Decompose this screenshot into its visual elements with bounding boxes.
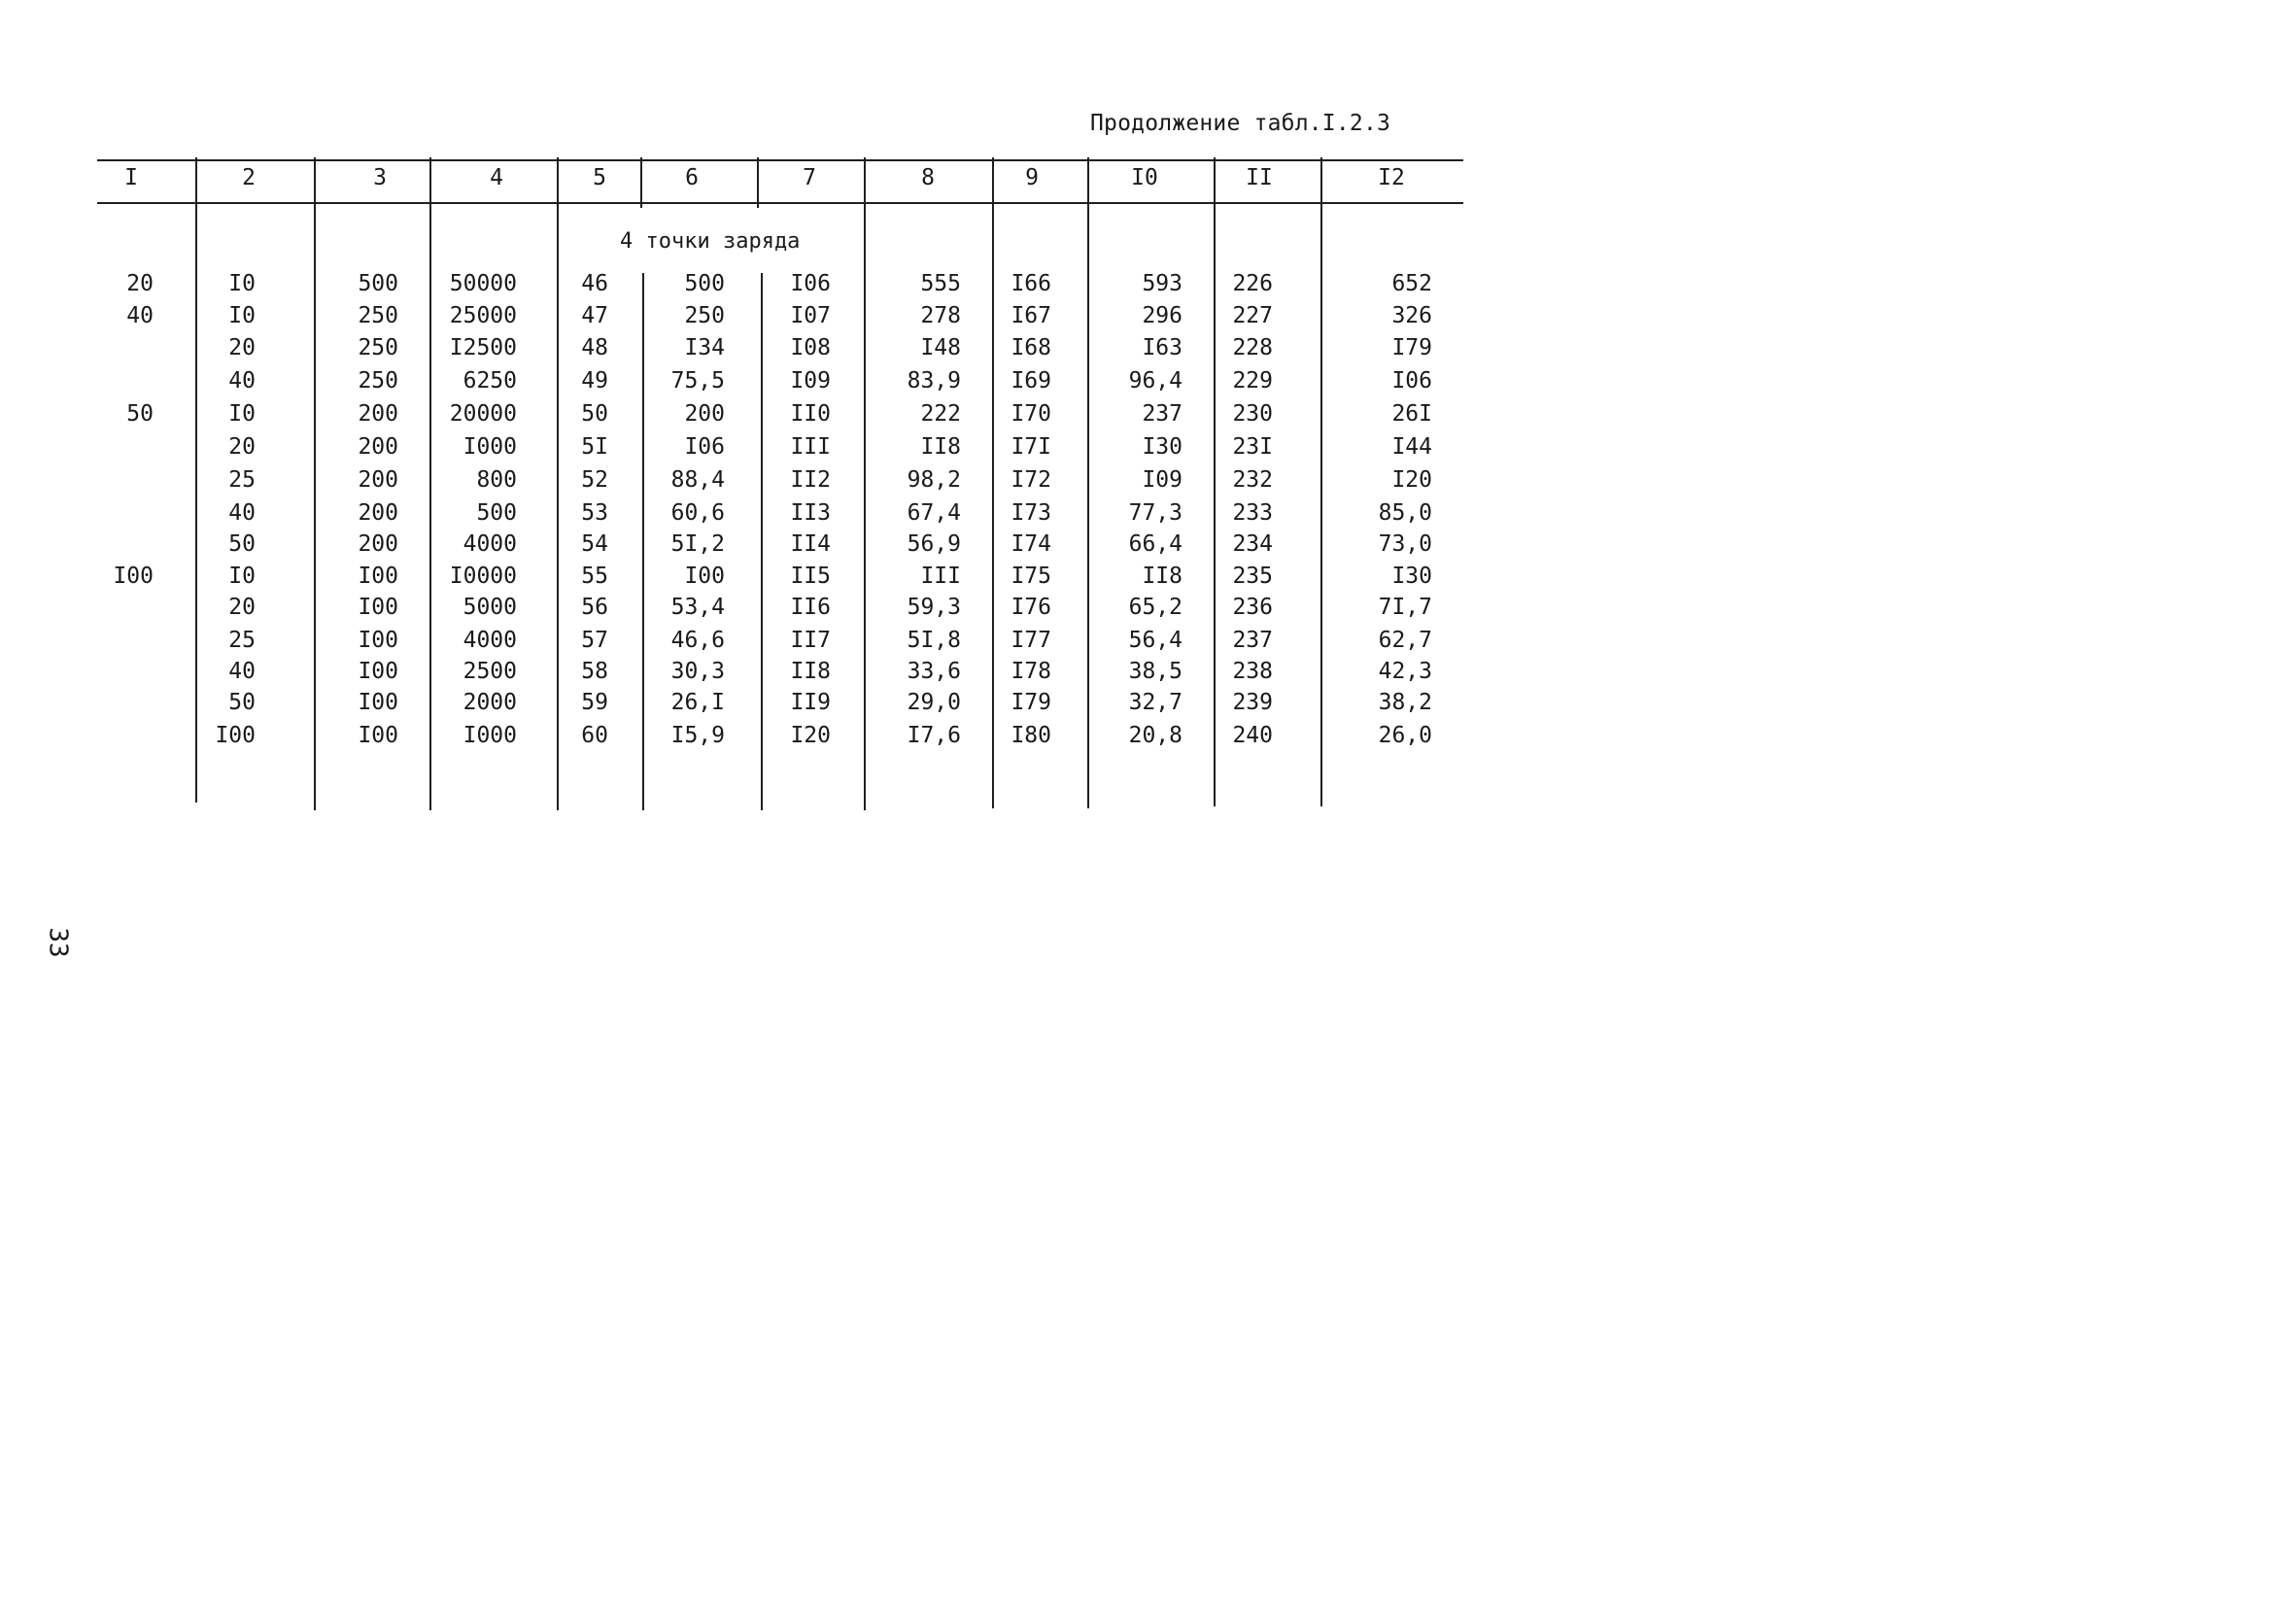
table-cell: I73 [1011,500,1051,526]
table-cell: II8 [1142,564,1182,589]
table-cell: 52 [581,467,608,493]
table-cell: I44 [1391,434,1432,460]
table-cell: 296 [1142,303,1182,328]
table-cell: 26I [1391,401,1432,427]
table-cell: I07 [790,303,831,328]
column-header: 8 [921,165,935,190]
column-header: 6 [685,165,699,190]
table-cell: 40 [228,500,256,526]
table-cell: 56,9 [907,531,961,557]
table-cell: 42,3 [1378,659,1432,684]
table-cell: I34 [684,335,725,360]
table-cell: I77 [1011,628,1051,653]
table-column-divider [992,157,994,808]
table-column-divider [864,157,866,810]
table-cell: I68 [1011,335,1051,360]
table-cell: 40 [228,368,256,393]
table-cell: 250 [358,335,398,360]
table-cell: 237 [1142,401,1182,427]
table-cell: 88,4 [670,467,725,493]
table-cell: 236 [1232,595,1273,620]
table-cell: 57 [581,628,608,653]
table-cell: 66,4 [1128,531,1182,557]
table-cell: 6250 [463,368,517,393]
table-cell: I78 [1011,659,1051,684]
table-cell: I00 [358,659,398,684]
table-cell: 53 [581,500,608,526]
table-cell: 5I,8 [907,628,961,653]
table-cell: 73,0 [1378,531,1432,557]
table-cell: II9 [790,690,831,715]
table-cell: I75 [1011,564,1051,589]
table-cell: 47 [581,303,608,328]
table-column-divider [557,157,559,810]
table-cell: I00 [684,564,725,589]
table-cell: 46 [581,271,608,296]
table-cell: 83,9 [907,368,961,393]
table-cell: 40 [228,659,256,684]
table-cell: I69 [1011,368,1051,393]
table-column-divider [642,273,644,810]
table-cell: 59 [581,690,608,715]
table-cell: 652 [1391,271,1432,296]
table-cell: I2500 [449,335,517,360]
table-cell: 229 [1232,368,1273,393]
table-cell: 326 [1391,303,1432,328]
table-column-divider [640,157,642,208]
table-cell: 20 [228,434,256,460]
table-cell: 238 [1232,659,1273,684]
table-cell: 50000 [449,271,517,296]
table-cell: I08 [790,335,831,360]
table-cell: 60 [581,723,608,748]
column-header: 3 [373,165,387,190]
table-cell: 20 [126,271,154,296]
table-column-divider [1214,157,1216,806]
table-cell: 278 [920,303,961,328]
table-cell: 222 [920,401,961,427]
column-header: II [1246,165,1273,190]
table-cell: 85,0 [1378,500,1432,526]
table-cell: 67,4 [907,500,961,526]
table-cell: 240 [1232,723,1273,748]
table-cell: 59,3 [907,595,961,620]
table-caption: Продолжение табл.I.2.3 [1090,111,1391,136]
table-cell: 54 [581,531,608,557]
table-cell: I000 [463,723,517,748]
table-column-divider [757,157,759,208]
table-cell: 200 [358,401,398,427]
table-cell: 232 [1232,467,1273,493]
table-cell: 25 [228,467,256,493]
column-header: I0 [1131,165,1158,190]
table-cell: 4000 [463,628,517,653]
table-cell: 2000 [463,690,517,715]
table-cell: I63 [1142,335,1182,360]
table-cell: I00 [358,628,398,653]
table-column-divider [314,157,316,810]
table-cell: 250 [358,368,398,393]
table-cell: 200 [358,500,398,526]
table-cell: III [920,564,961,589]
table-cell: I7,6 [907,723,961,748]
table-cell: I00 [113,564,154,589]
table-cell: 25 [228,628,256,653]
table-cell: 23I [1232,434,1273,460]
column-header: I2 [1378,165,1405,190]
table-cell: I30 [1142,434,1182,460]
table-cell: I66 [1011,271,1051,296]
table-cell: 200 [358,467,398,493]
table-cell: 29,0 [907,690,961,715]
table-cell: II5 [790,564,831,589]
table-cell: I000 [463,434,517,460]
table-cell: 500 [358,271,398,296]
table-cell: I0 [228,401,256,427]
table-cell: 5000 [463,595,517,620]
table-cell: 555 [920,271,961,296]
table-cell: III [790,434,831,460]
table-cell: 96,4 [1128,368,1182,393]
table-cell: 25000 [449,303,517,328]
table-cell: 38,2 [1378,690,1432,715]
table-cell: II2 [790,467,831,493]
table-cell: 250 [358,303,398,328]
table-column-divider [429,157,431,810]
table-cell: 48 [581,335,608,360]
page-number: 33 [43,927,73,958]
table-cell: I72 [1011,467,1051,493]
table-cell: I7I [1011,434,1051,460]
section-title: 4 точки заряда [620,229,801,254]
table-cell: I70 [1011,401,1051,427]
table-cell: 7I,7 [1378,595,1432,620]
column-header: 2 [242,165,256,190]
table-cell: I00 [358,564,398,589]
table-top-rule [97,159,1463,161]
table-column-divider [1087,157,1089,808]
table-cell: I00 [358,723,398,748]
table-cell: I30 [1391,564,1432,589]
table-cell: 50 [228,531,256,557]
table-cell: 239 [1232,690,1273,715]
table-cell: 56 [581,595,608,620]
table-cell: I20 [1391,467,1432,493]
column-header: 4 [490,165,503,190]
table-cell: 5I,2 [670,531,725,557]
table-cell: 230 [1232,401,1273,427]
table-cell: 38,5 [1128,659,1182,684]
table-cell: I09 [1142,467,1182,493]
column-header: I [124,165,138,190]
table-cell: 20 [228,595,256,620]
table-cell: 593 [1142,271,1182,296]
table-cell: 56,4 [1128,628,1182,653]
table-cell: I5,9 [670,723,725,748]
table-cell: 20 [228,335,256,360]
table-cell: 250 [684,303,725,328]
table-cell: 30,3 [670,659,725,684]
table-cell: 50 [228,690,256,715]
table-cell: II8 [920,434,961,460]
table-cell: II3 [790,500,831,526]
table-cell: 2500 [463,659,517,684]
table-cell: I00 [358,690,398,715]
column-header: 7 [803,165,816,190]
table-cell: 62,7 [1378,628,1432,653]
table-cell: 20000 [449,401,517,427]
table-cell: 200 [684,401,725,427]
table-cell: 228 [1232,335,1273,360]
column-header: 9 [1025,165,1039,190]
table-cell: 233 [1232,500,1273,526]
table-cell: I0000 [449,564,517,589]
table-cell: 60,6 [670,500,725,526]
table-cell: I48 [920,335,961,360]
table-cell: I00 [358,595,398,620]
table-cell: 33,6 [907,659,961,684]
table-cell: 5I [581,434,608,460]
table-cell: 58 [581,659,608,684]
table-cell: I06 [1391,368,1432,393]
table-cell: 800 [476,467,517,493]
table-cell: 500 [684,271,725,296]
column-header: 5 [593,165,606,190]
table-cell: 55 [581,564,608,589]
table-cell: 26,0 [1378,723,1432,748]
table-cell: 237 [1232,628,1273,653]
table-column-divider [1320,157,1322,806]
table-cell: 50 [581,401,608,427]
table-cell: 200 [358,531,398,557]
table-cell: 49 [581,368,608,393]
table-cell: 4000 [463,531,517,557]
table-cell: II6 [790,595,831,620]
table-cell: II0 [790,401,831,427]
table-cell: 500 [476,500,517,526]
table-cell: 227 [1232,303,1273,328]
table-cell: I0 [228,564,256,589]
table-cell: I0 [228,303,256,328]
table-cell: 234 [1232,531,1273,557]
table-cell: I74 [1011,531,1051,557]
table-cell: I67 [1011,303,1051,328]
table-header-rule [97,202,1463,204]
table-cell: II8 [790,659,831,684]
table-column-divider [195,157,197,803]
table-cell: 53,4 [670,595,725,620]
table-cell: I0 [228,271,256,296]
table-cell: 98,2 [907,467,961,493]
table-cell: 46,6 [670,628,725,653]
table-cell: I79 [1011,690,1051,715]
table-cell: I00 [215,723,256,748]
table-column-divider [761,273,763,810]
table-cell: 20,8 [1128,723,1182,748]
table-cell: 26,I [670,690,725,715]
table-cell: 226 [1232,271,1273,296]
table-cell: 200 [358,434,398,460]
table-cell: I06 [790,271,831,296]
table-cell: I06 [684,434,725,460]
table-cell: 235 [1232,564,1273,589]
table-cell: I20 [790,723,831,748]
table-cell: II4 [790,531,831,557]
table-cell: I76 [1011,595,1051,620]
table-cell: 65,2 [1128,595,1182,620]
table-cell: 75,5 [670,368,725,393]
table-cell: I79 [1391,335,1432,360]
table-cell: 77,3 [1128,500,1182,526]
table-cell: I80 [1011,723,1051,748]
table-cell: 32,7 [1128,690,1182,715]
table-cell: 50 [126,401,154,427]
table-cell: I09 [790,368,831,393]
table-cell: II7 [790,628,831,653]
table-cell: 40 [126,303,154,328]
